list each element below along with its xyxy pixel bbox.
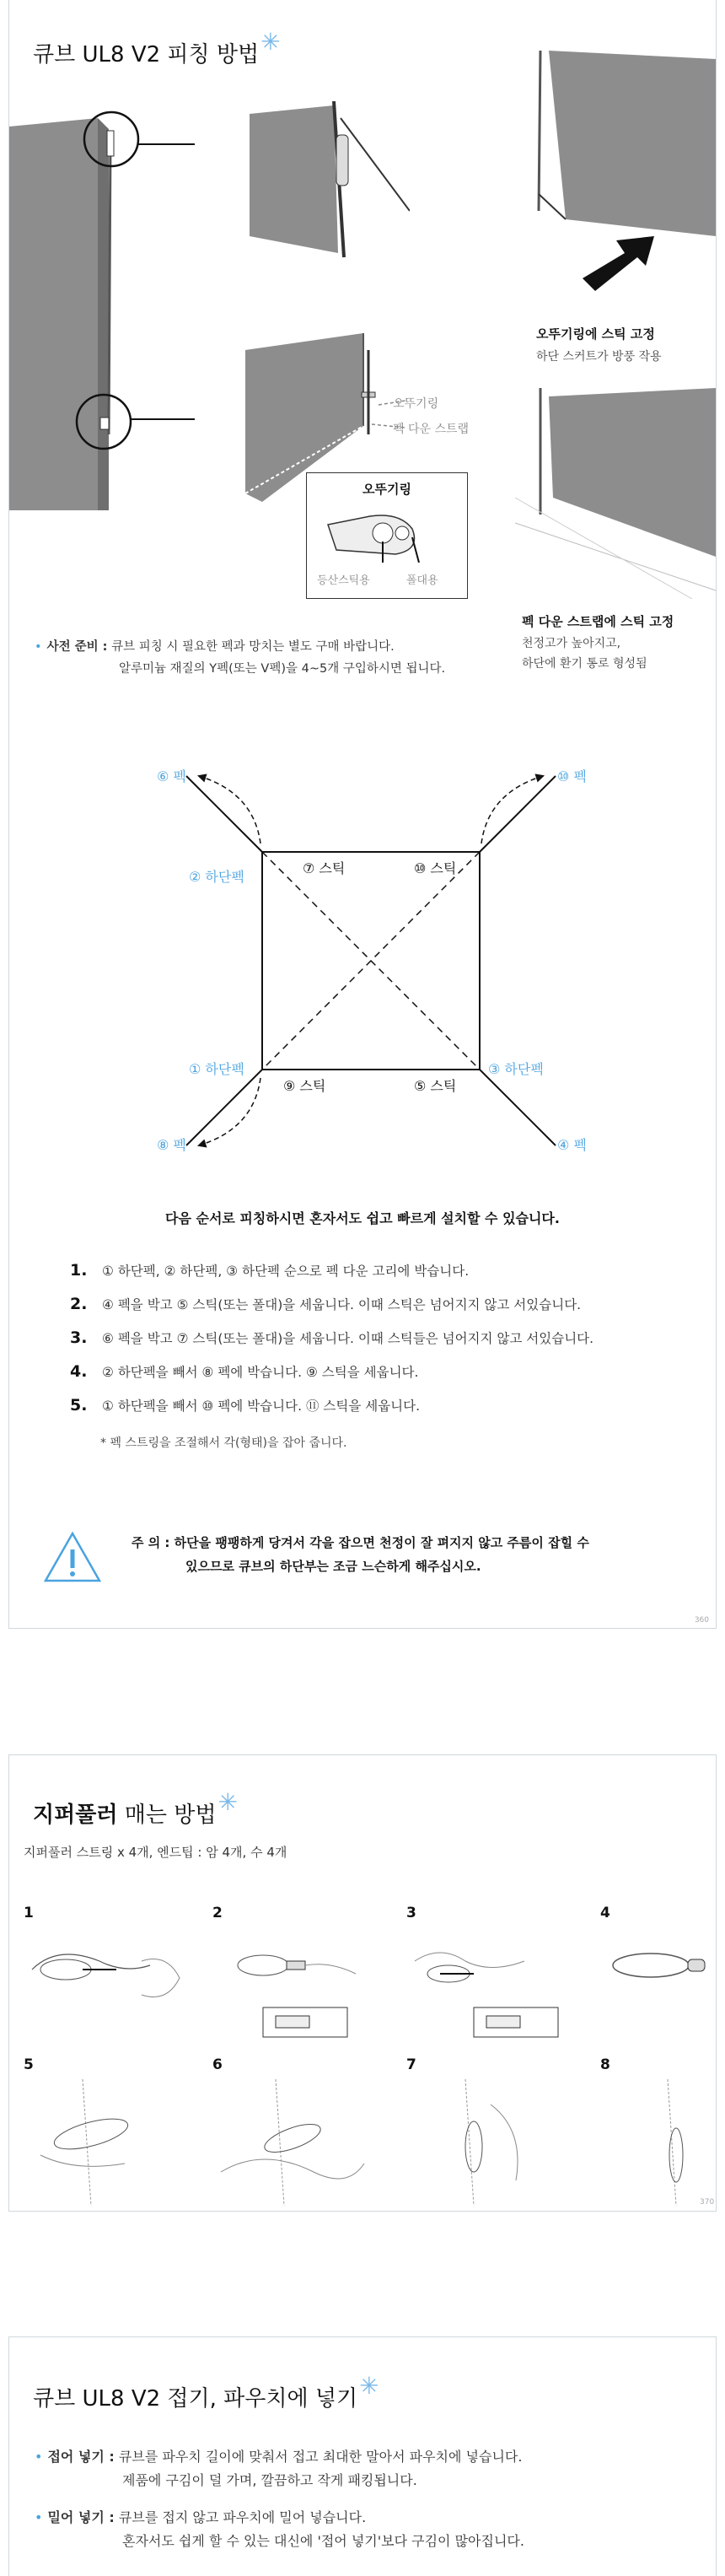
bullet-icon: • bbox=[35, 640, 42, 654]
zipper-step-image bbox=[600, 1927, 725, 2054]
pitching-diagram bbox=[136, 751, 608, 1156]
zipper-subtitle: 지퍼풀러 스트링 x 4개, 엔드팁 : 암 4개, 수 4개 bbox=[24, 1845, 287, 1860]
intro-text: 다음 순서로 피칭하시면 혼자서도 쉽고 빠르게 설치할 수 있습니다. bbox=[165, 1210, 560, 1226]
label-stick-7: ⑦ 스틱 bbox=[303, 860, 346, 876]
bullet-icon: • bbox=[35, 2449, 43, 2465]
ring-box-left: 등산스틱용 bbox=[317, 574, 370, 587]
warning-box bbox=[43, 1527, 701, 1594]
zipper-step-image bbox=[212, 1927, 371, 2054]
section-title: 지퍼풀러 매는 방법✳ bbox=[33, 1788, 238, 1828]
step-item: 4. ② 하단펙을 빼서 ⑧ 펙에 박습니다. ⑨ 스틱을 세웁니다. bbox=[70, 1362, 419, 1381]
label-stick-9: ⑨ 스틱 bbox=[283, 1078, 326, 1094]
zipper-step-image bbox=[212, 2079, 371, 2206]
zipper-step-image bbox=[24, 2079, 182, 2206]
step-number: 3 bbox=[406, 1905, 416, 1921]
label-peg-4: ④ 펙 bbox=[557, 1137, 587, 1153]
step-item: 3. ⑥ 펙을 박고 ⑦ 스틱(또는 폴대)을 세웁니다. 이때 스틱들은 넘어지지 않고 서있습니다. bbox=[70, 1328, 594, 1347]
section-title: 큐브 UL8 V2 피칭 방법✳ bbox=[33, 28, 281, 67]
zipper-step-image bbox=[406, 1927, 565, 2054]
section-title: 큐브 UL8 V2 접기, 파우치에 넣기✳ bbox=[33, 2372, 379, 2412]
ring-box-title: 오뚜기링 bbox=[362, 482, 411, 497]
step-number: 7 bbox=[406, 2056, 416, 2073]
label-peg-10: ⑩ 펙 bbox=[557, 768, 587, 784]
zipper-step-image bbox=[600, 2079, 725, 2206]
step-number: 2 bbox=[212, 1905, 223, 1921]
warning-text: 주 의 : 하단을 팽팽하게 당겨서 각을 잡으면 천정이 잘 펴지지 않고 주름이 잡힐 수 있으므로 큐브의 하단부는 조금 느슨하게 해주십시오. bbox=[132, 1535, 589, 1574]
ring-detail-box bbox=[306, 472, 468, 599]
page-number: 370 bbox=[700, 2198, 715, 2207]
step-item: 1. ① 하단펙, ② 하단펙, ③ 하단펙 순으로 펙 다운 고리에 박습니다. bbox=[70, 1261, 470, 1280]
label-bottom-peg-2: ② 하단펙 bbox=[189, 869, 244, 885]
step-number: 6 bbox=[212, 2056, 223, 2073]
star-icon: ✳ bbox=[260, 28, 281, 56]
caption-top-right-desc: 하단 스커트가 방풍 작용 bbox=[536, 350, 662, 364]
caption-bottom-right-desc1: 천정고가 높아지고, bbox=[522, 637, 621, 650]
step-list bbox=[70, 1261, 694, 1430]
warning-icon bbox=[43, 1531, 102, 1583]
step-number: 1 bbox=[24, 1905, 34, 1921]
pitching-section bbox=[8, 0, 717, 1629]
zipper-step-image bbox=[24, 1927, 182, 2054]
step-number: 8 bbox=[600, 2056, 610, 2073]
step-item: 5. ① 하단펙을 빼서 ⑩ 펙에 박습니다. ⑪ 스틱을 세웁니다. bbox=[70, 1396, 421, 1415]
label-stick-10: ⑩ 스틱 bbox=[414, 860, 457, 876]
label-bottom-peg-1: ① 하단펙 bbox=[189, 1061, 244, 1077]
star-icon: ✳ bbox=[218, 1788, 238, 1816]
packing-section bbox=[8, 2336, 717, 2576]
strap-label: 펙 다운 스트랩 bbox=[393, 423, 470, 436]
label-stick-5: ⑤ 스틱 bbox=[414, 1078, 457, 1094]
ring-box-right: 폴대용 bbox=[406, 574, 438, 587]
zipper-step-image bbox=[406, 2079, 565, 2206]
footnote: * 펙 스트링을 조절해서 각(형태)을 잡아 줍니다. bbox=[100, 1436, 347, 1450]
bullet-icon: • bbox=[35, 2509, 43, 2525]
star-icon: ✳ bbox=[359, 2372, 379, 2400]
label-peg-8: ⑧ 펙 bbox=[157, 1137, 186, 1153]
label-bottom-peg-3: ③ 하단펙 bbox=[488, 1061, 544, 1077]
caption-bottom-right-title: 펙 다운 스트랩에 스틱 고정 bbox=[522, 614, 674, 629]
step-item: 2. ④ 펙을 박고 ⑤ 스틱(또는 폴대)을 세웁니다. 이때 스틱은 넘어지지 않고 서있습니다. bbox=[70, 1295, 582, 1313]
packing-item: • 접어 넣기 : 큐브를 파우치 길이에 맞춰서 접고 최대한 말아서 파우치에 넣습니다. 제품에 구김이 덜 가며, 깔끔하고 작게 패킹됩니다. bbox=[35, 2449, 523, 2488]
page-number: 360 bbox=[694, 1616, 709, 1625]
label-peg-6: ⑥ 펙 bbox=[157, 768, 186, 784]
step-number: 4 bbox=[600, 1905, 610, 1921]
prep-note: • 사전 준비 : 큐브 피칭 시 필요한 펙과 망치는 별도 구매 바랍니다. 알루미늄 재질의 Y펙(또는 V펙)을 4~5개 구입하시면 됩니다. bbox=[35, 640, 446, 676]
top-right-illustration bbox=[490, 51, 716, 304]
ring-label: 오뚜기링 bbox=[393, 397, 439, 411]
caption-bottom-right-desc2: 하단에 환기 통로 형성됨 bbox=[522, 657, 647, 671]
ring-icon bbox=[320, 504, 454, 563]
packing-item: • 밀어 넣기 : 큐브를 접지 않고 파우치에 밀어 넣습니다. 혼자서도 쉽게 할 수 있는 대신에 '접어 넣기'보다 구김이 많아집니다. bbox=[35, 2509, 524, 2549]
tent-side-illustration bbox=[9, 72, 195, 510]
caption-top-right-title: 오뚜기링에 스틱 고정 bbox=[536, 326, 655, 342]
bottom-right-illustration bbox=[490, 388, 716, 599]
top-ring-detail bbox=[241, 101, 410, 261]
step-number: 5 bbox=[24, 2056, 34, 2073]
